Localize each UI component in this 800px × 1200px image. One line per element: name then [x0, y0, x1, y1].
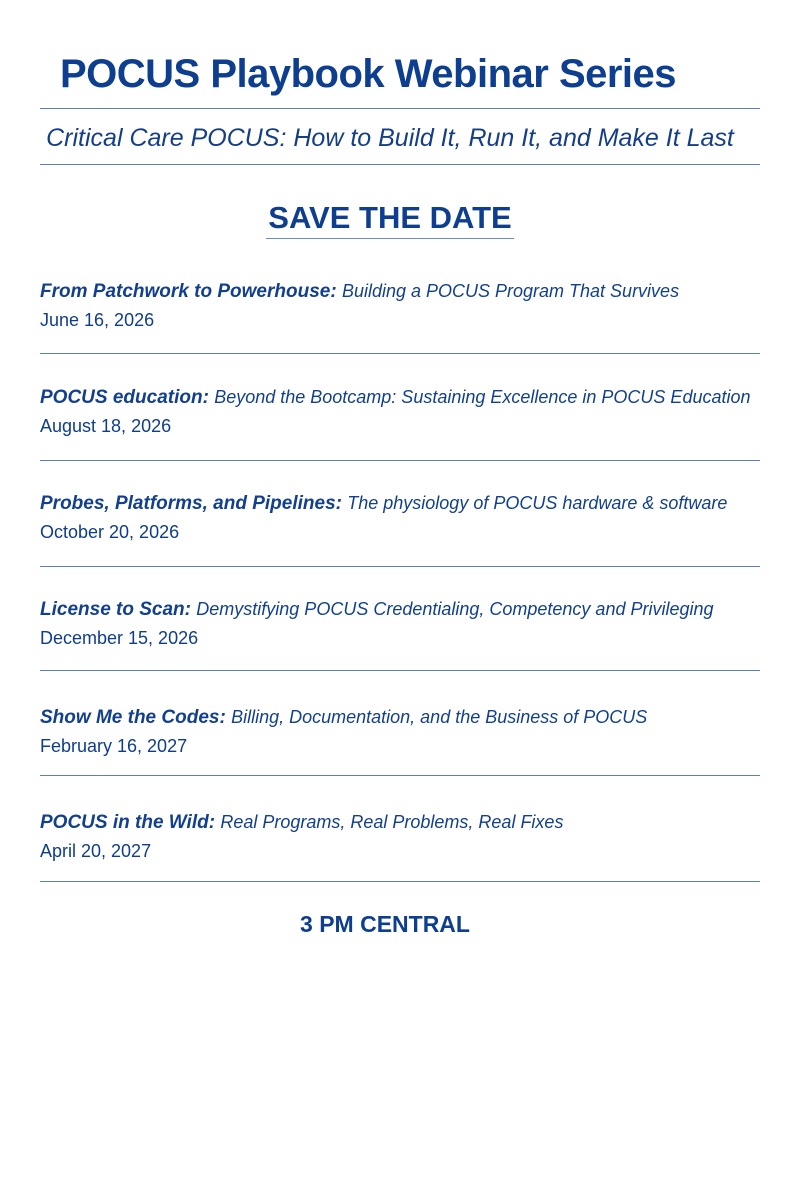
session-date: October 20, 2026 — [40, 522, 180, 542]
session-title-line — [40, 384, 760, 411]
session-divider — [40, 353, 760, 354]
session-item — [40, 704, 760, 761]
save-the-date-text: SAVE THE DATE — [266, 198, 513, 239]
webinar-time: 3 PM CENTRAL — [300, 911, 470, 937]
session-subtitle: Building a POCUS Program That Survives — [341, 281, 680, 301]
session-name: Probes, Platforms, and Pipelines: — [40, 493, 342, 514]
session-title-line — [40, 278, 760, 305]
session-divider — [40, 566, 760, 567]
series-subtitle: Critical Care POCUS: How to Build It, Run It, and Make It Last — [46, 124, 734, 152]
session-subtitle: Beyond the Bootcamp: Sustaining Excellence in POCUS Education — [214, 387, 751, 407]
subtitle-divider — [40, 164, 760, 165]
session-name: Show Me the Codes: — [40, 707, 226, 728]
title-divider — [40, 108, 760, 109]
session-item — [40, 384, 760, 441]
session-name: POCUS in the Wild: — [40, 812, 216, 833]
session-title-line — [40, 809, 760, 836]
session-name: License to Scan: — [40, 599, 191, 620]
session-date: August 18, 2026 — [40, 416, 172, 436]
session-name: POCUS education: — [40, 387, 209, 408]
session-date: June 16, 2026 — [40, 310, 155, 330]
session-divider — [40, 670, 760, 671]
session-date: February 16, 2027 — [40, 736, 188, 756]
session-divider — [40, 460, 760, 461]
session-item — [40, 490, 760, 547]
session-subtitle: Demystifying POCUS Credentialing, Competency and Privileging — [196, 599, 714, 619]
session-subtitle: Real Programs, Real Problems, Real Fixes — [220, 812, 564, 832]
session-item — [40, 278, 760, 335]
session-name: From Patchwork to Powerhouse: — [40, 281, 337, 302]
session-date: April 20, 2027 — [40, 841, 152, 861]
session-date: December 15, 2026 — [40, 628, 199, 648]
session-divider — [40, 881, 760, 882]
session-title-line — [40, 704, 760, 731]
session-divider — [40, 775, 760, 776]
session-item — [40, 596, 760, 653]
session-title-line — [40, 490, 760, 517]
session-subtitle: The physiology of POCUS hardware & software — [347, 493, 728, 513]
session-subtitle: Billing, Documentation, and the Business of POCUS — [231, 707, 648, 727]
session-title-line — [40, 596, 760, 623]
page-title: POCUS Playbook Webinar Series — [59, 52, 677, 96]
save-the-date-heading — [0, 196, 780, 240]
session-item — [40, 809, 760, 866]
